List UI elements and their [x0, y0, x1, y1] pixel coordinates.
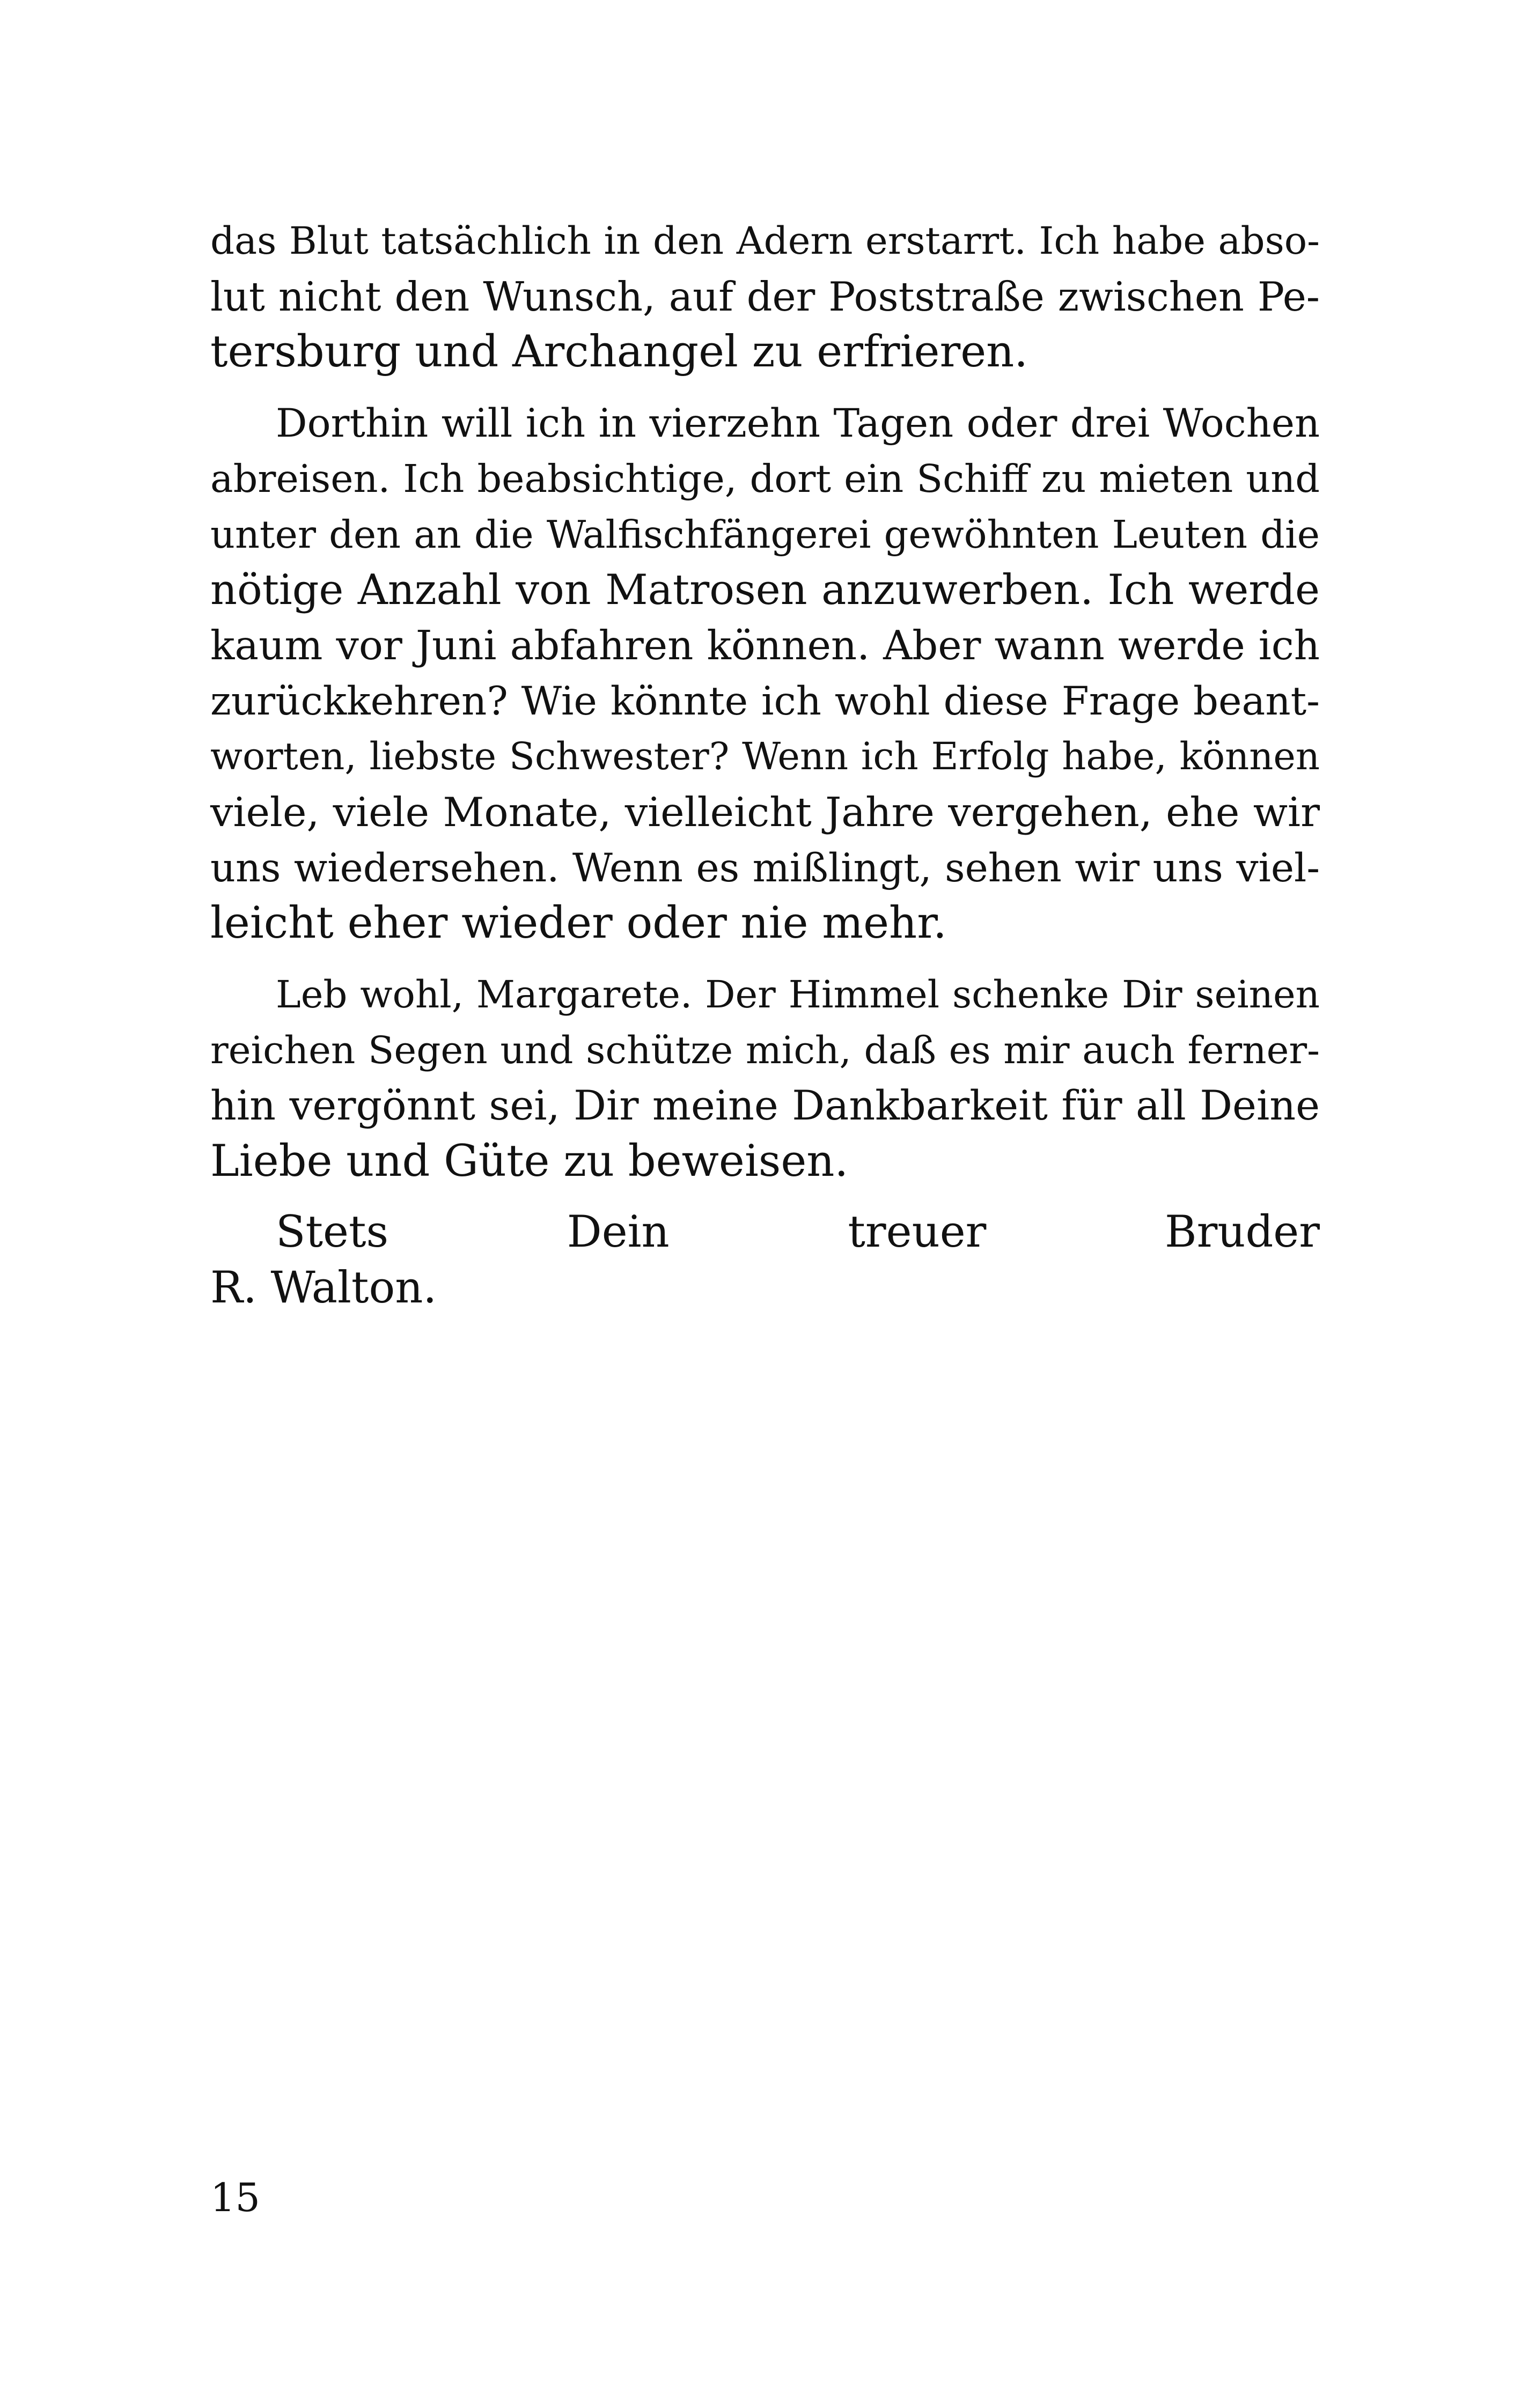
- text-line: nötige Anzahl von Matrosen anzuwerben. Ich werde: [210, 565, 1320, 614]
- text-line: lut nicht den Wunsch, auf der Poststraße zwischen Pe-: [210, 273, 1320, 320]
- text-line: uns wiedersehen. Wenn es mißlingt, sehen wir uns viel-: [210, 845, 1320, 891]
- paragraph-gap: [210, 952, 1320, 967]
- body-text: [210, 213, 1320, 1316]
- text-line: Dorthin will ich in vierzehn Tagen oder drei Wochen: [276, 400, 1320, 446]
- text-line: tersburg und Archangel zu erfrieren.: [210, 327, 1028, 378]
- paragraph: [210, 213, 1320, 380]
- text-line: abreisen. Ich beabsichtige, dort ein Schiff zu mieten und: [210, 456, 1320, 502]
- closing-word: Stets: [276, 1207, 389, 1258]
- text-line: worten, liebste Schwester? Wenn ich Erfolg habe, können: [210, 734, 1320, 779]
- text-line: Liebe und Güte zu beweisen.: [210, 1136, 849, 1187]
- closing-word: Bruder: [1165, 1207, 1320, 1258]
- signature: [210, 1205, 1320, 1316]
- signature-name: R. Walton.: [210, 1262, 437, 1313]
- text-line: reichen Segen und schütze mich, daß es mir auch ferner-: [210, 1028, 1320, 1073]
- text-line: viele, viele Monate, vielleicht Jahre vergehen, ehe wir: [210, 788, 1320, 836]
- text-line: leicht eher wieder oder nie mehr.: [210, 898, 947, 949]
- paragraph: [210, 967, 1320, 1189]
- text-line: das Blut tatsächlich in den Adern erstarrt. Ich habe abso-: [210, 219, 1320, 263]
- text-line: unter den an die Walfischfängerei gewöhnten Leuten die: [210, 512, 1320, 557]
- text-line: Leb wohl, Margarete. Der Himmel schenke Dir seinen: [276, 972, 1320, 1017]
- closing-word: treuer: [848, 1207, 987, 1258]
- page-number: 15: [210, 2175, 260, 2221]
- closing-word: Dein: [567, 1207, 670, 1258]
- text-line: kaum vor Juni abfahren können. Aber wann werde ich: [210, 622, 1320, 669]
- paragraph: [210, 396, 1320, 952]
- text-line: hin vergönnt sei, Dir meine Dankbarkeit für all Deine: [210, 1081, 1320, 1129]
- paragraph-gap: [210, 380, 1320, 396]
- closing-line: [210, 1205, 1320, 1261]
- paragraph-gap: [210, 1189, 1320, 1205]
- text-line: zurückkehren? Wie könnte ich wohl diese Frage beant-: [210, 678, 1320, 724]
